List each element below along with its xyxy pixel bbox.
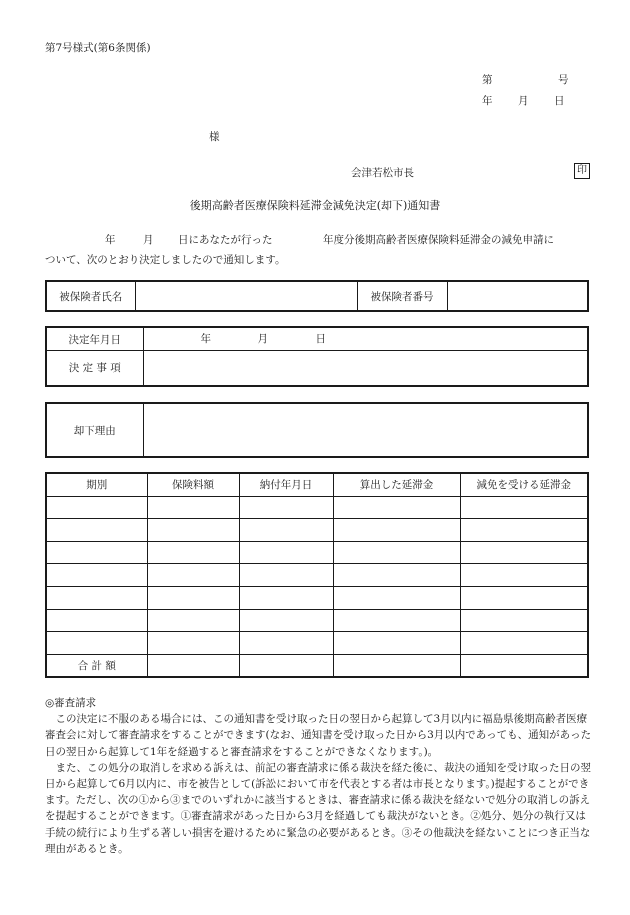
table-cell[interactable]: [239, 541, 333, 564]
table-row: [46, 609, 588, 632]
table-row: [46, 586, 588, 609]
table-cell[interactable]: [239, 496, 333, 519]
table-cell[interactable]: [239, 632, 333, 655]
table-cell[interactable]: [46, 564, 147, 587]
table-cell[interactable]: [460, 564, 588, 587]
table-cell[interactable]: [147, 564, 239, 587]
total-cell[interactable]: [333, 654, 460, 677]
table-cell[interactable]: [460, 632, 588, 655]
table-cell[interactable]: [333, 564, 460, 587]
document-title: 後期高齢者医療保険料延滞金減免決定(却下)通知書: [189, 199, 441, 212]
intro-month: 月: [143, 234, 154, 246]
decision-matter-label: 決 定 事 項: [46, 351, 143, 386]
table-cell[interactable]: [46, 519, 147, 542]
decision-table: [45, 326, 589, 387]
table-cell[interactable]: [147, 632, 239, 655]
appeal-paragraph-2: また、この処分の取消しを求める訴えは、前記の審査請求に係る裁決を経た後に、裁決の通知を受け取った日の翌日から起算して6月以内に、市を被告として(訴訟において市を代表とする者は市長となります。)提起することができます。ただし、次の①から③までのいずれかに該当するときは、審査請求に係る裁決を経ないで処分の取消しの訴えを提起することができます。①審査請求があった日から3月を経過しても裁決がないとき。②処分、処分の執行又は手続の続行により生ずる著しい損害を避けるために緊急の必要があるとき。③その他裁決を経ないことにつき正当な理由があるとき。: [45, 761, 591, 855]
decision-day: 日: [315, 333, 326, 345]
table-row: [46, 541, 588, 564]
rejection-label: 却下理由: [46, 403, 143, 457]
insured-name-label: 被保険者氏名: [46, 281, 135, 311]
issue-year-label: 年: [482, 95, 493, 107]
total-cell[interactable]: [460, 654, 588, 677]
table-cell[interactable]: [239, 519, 333, 542]
issue-month-label: 月: [518, 95, 529, 107]
doc-no-suffix: 号: [558, 74, 569, 86]
document-number: [482, 72, 569, 87]
column-header: 保険料額: [147, 473, 239, 496]
table-cell[interactable]: [460, 496, 588, 519]
table-cell[interactable]: [239, 586, 333, 609]
insured-number-field[interactable]: [447, 281, 588, 311]
table-row: [46, 564, 588, 587]
table-cell[interactable]: [46, 496, 147, 519]
column-header: 算出した延滞金: [333, 473, 460, 496]
seal-mark: 印: [574, 163, 590, 179]
appeal-heading: ◎審査請求: [45, 697, 97, 709]
table-cell[interactable]: [46, 586, 147, 609]
issue-day-label: 日: [554, 95, 565, 107]
decision-matter-field[interactable]: [143, 351, 588, 386]
table-row: [46, 519, 588, 542]
decision-date-field[interactable]: [143, 327, 588, 351]
table-cell[interactable]: [460, 609, 588, 632]
table-cell[interactable]: [147, 519, 239, 542]
appeal-paragraph-1: この決定に不服のある場合には、この通知書を受け取った日の翌日から起算して3月以内に福島県後期高齢者医療審査会に対して審査請求をすることができます(なお、通知書を受け取った日から3月以内であっても、通知があった日の翌日から起算して1年を経過すると審査請求をすることができなくなります。)。: [45, 713, 592, 758]
table-cell[interactable]: [333, 609, 460, 632]
addressee-honorific: 様: [209, 131, 220, 143]
intro-fiscal-text: 年度分後期高齢者医療保険料延滞金の減免申請に: [323, 234, 554, 246]
table-cell[interactable]: [333, 586, 460, 609]
decision-year: 年: [200, 333, 211, 345]
table-cell[interactable]: [460, 541, 588, 564]
column-header: 納付年月日: [239, 473, 333, 496]
table-cell[interactable]: [333, 632, 460, 655]
intro-year: 年: [105, 234, 116, 246]
intro-line-2: ついて、次のとおり決定しましたので通知します。: [45, 254, 286, 266]
table-cell[interactable]: [239, 609, 333, 632]
table-cell[interactable]: [147, 541, 239, 564]
table-cell[interactable]: [147, 586, 239, 609]
decision-date-label: 決定年月日: [46, 327, 143, 351]
doc-no-prefix: 第: [482, 74, 493, 86]
table-cell[interactable]: [147, 609, 239, 632]
total-row: [46, 654, 588, 677]
table-row: [46, 496, 588, 519]
issuer-name: 会津若松市長: [351, 167, 414, 179]
insured-table: [45, 280, 589, 312]
table-header-row: [46, 473, 588, 496]
rejection-field[interactable]: [143, 403, 588, 457]
intro-day-text: 日にあなたが行った: [178, 234, 273, 246]
table-row: [46, 632, 588, 655]
column-header: 期別: [46, 473, 147, 496]
rejection-table: [45, 402, 589, 458]
table-cell[interactable]: [460, 519, 588, 542]
insured-number-label: 被保険者番号: [357, 281, 447, 311]
table-cell[interactable]: [333, 496, 460, 519]
table-cell[interactable]: [460, 586, 588, 609]
column-header: 減免を受ける延滞金: [460, 473, 588, 496]
total-label: 合 計 額: [46, 654, 147, 677]
total-cell[interactable]: [239, 654, 333, 677]
table-cell[interactable]: [333, 519, 460, 542]
total-cell[interactable]: [147, 654, 239, 677]
table-cell[interactable]: [239, 564, 333, 587]
form-number: 第7号様式(第6条関係): [45, 42, 151, 54]
decision-month: 月: [257, 333, 268, 345]
table-cell[interactable]: [46, 632, 147, 655]
insured-name-field[interactable]: [135, 281, 357, 311]
appeal-notes: [45, 695, 593, 857]
table-cell[interactable]: [46, 609, 147, 632]
installment-table: [45, 472, 589, 678]
table-cell[interactable]: [147, 496, 239, 519]
intro-text: [45, 230, 590, 270]
table-cell[interactable]: [333, 541, 460, 564]
table-cell[interactable]: [46, 541, 147, 564]
